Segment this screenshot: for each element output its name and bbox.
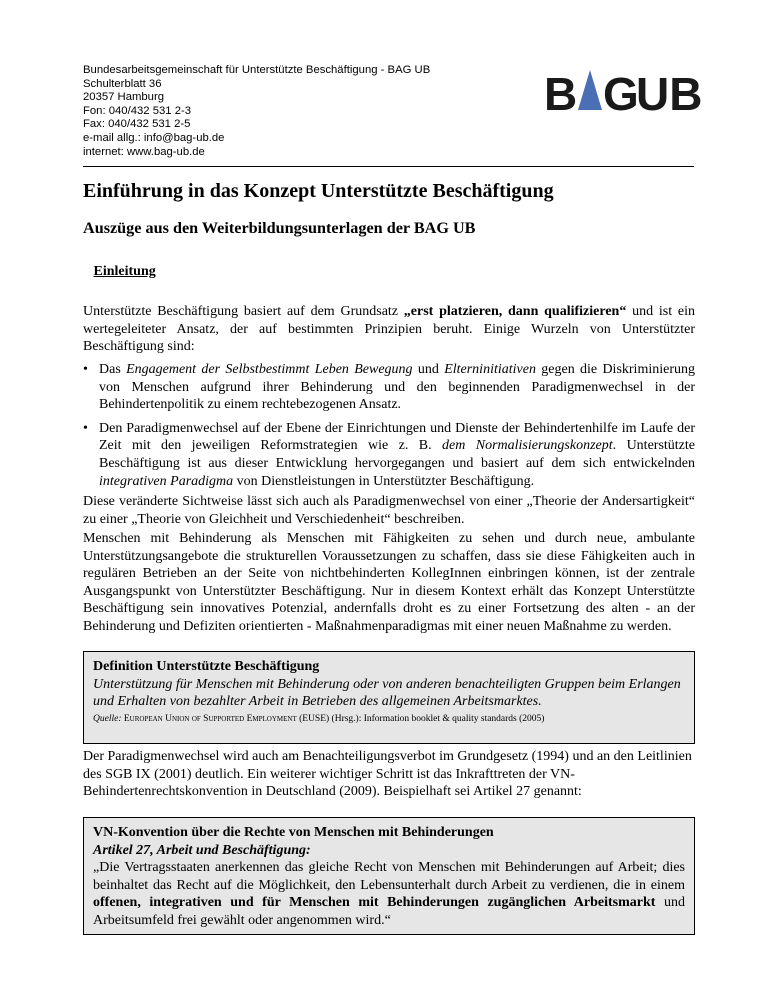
source-rest: (EUSE) (Hrsg.): Information booklet & quality standards (2005) [296,713,545,724]
bullet-icon: • [83,420,88,436]
convention-quote-bold: offenen, integrativen und für Menschen mit Behinderungen zugänglichen Arbeitsmarkt [93,895,656,911]
definition-box-text: Unterstützung für Menschen mit Behinderung oder von anderen benachteiligten Gruppen beim Erlangen und Erhalten von bezahlter Arbeit in Betrieben des allgemeinen Arbeitsmarktes. [93,676,681,710]
bullet2-italic-2: integrativen Paradigma [99,473,234,489]
bag-ub-logo [544,66,703,120]
bullet2-text-1: Den Paradigmenwechsel auf der Ebene der Einrichtungen und Dienste der Behindertenhilfe im Laufe der Zeit mit den jeweiligen Reformstrategien wie z. B. [99,420,695,454]
legal-paragraph: Der Paradigmenwechsel wird auch am Benachteiligungsverbot im Grundgesetz (1994) und an den Leitlinien des SGB IX (2001) deutlich. Ein weiterer wichtiger Schritt ist das Inkrafttreten der VN-Behindertenrechtskonvention in Deutschland (2009). Beispielhaft sei Artikel 27 genannt: [83,749,692,800]
intro-paragraph [83,303,695,356]
convention-quote-text-2: und Arbeitsumfeld frei gewählt oder angenommen wird.“ [93,895,686,928]
list-item [83,361,695,414]
document-title: Einführung in das Konzept Unterstützte Beschäftigung [83,180,554,202]
bullet2-italic-1: dem Normalisierungskonzept [442,438,613,454]
bullet2-text-2: . Unterstützte Beschäftigung ist aus dieser Entwicklung hervorgegangen und basiert auf dem sich entwickelnden [99,438,695,471]
definition-box-source [93,712,685,726]
logo-letter-g: G [603,68,639,120]
roots-list [83,361,695,496]
convention-box [83,817,695,935]
org-name: Bundesarbeitsgemeinschaft für Unterstützte Beschäftigung - BAG UB [83,64,431,76]
header-divider [83,166,694,167]
bullet-icon: • [83,362,88,377]
convention-article: Artikel 27, Arbeit und Beschäftigung: [93,842,311,858]
org-street: Schulterblatt 36 [83,77,162,90]
bullet1-italic-2: Elterninitiativen [444,362,536,377]
logo-letter-b: B [544,68,578,120]
intro-text-1: Unterstützte Beschäftigung basiert auf dem Grundsatz [83,304,404,319]
org-city: 20357 Hamburg [83,91,165,104]
abilities-paragraph: Menschen mit Behinderung als Menschen mit Fähigkeiten zu sehen und durch neue, ambulante Unterstützungsangebote die strukturellen Voraussetzungen zu schaffen, dass sie diese Fähigkeiten auch in regulären Betrieben an der Seite von nichtbehinderten KollegInnen einbringen können, ist der zentrale Ausgangspunkt von Unterstützter Beschäftigung. Nur in diesem Kontext erhält das Konzept Unterstützte Beschäftigung sein innovatives Potenzial, andernfalls droht es zu einer Fortsetzung des alten - an der Behinderung und Defiziten orientierten - Maßnahmenparadigmas mit einer neuen Maßnahme zu werden. [83,531,695,634]
organization-contact-block [83,64,513,159]
paradigm-paragraph: Diese veränderte Sichtweise lässt sich auch als Paradigmenwechsel von einer „Theorie der Andersartigkeit“ zu einer „Theorie von Gleichheit und Verschiedenheit“ beschreiben. [83,494,695,527]
org-fax: Fax: 040/432 531 2-5 [83,118,191,131]
source-org: European Union of Supported Employment [123,713,297,724]
list-item [83,420,695,490]
definition-box-title: Definition Unterstützte Beschäftigung [93,659,320,674]
intro-text-2: und ist ein wertegeleiteter Ansatz, der auf bestimmten Prinzipien beruht. Einige Wurzeln von Unterstützter Beschäftigung sind: [83,304,695,355]
org-website: internet: www.bag-ub.de [83,145,205,158]
bullet2-text-3: von Dienstleistungen in Unterstützter Beschäftigung. [233,473,535,489]
source-label: Quelle: [93,713,122,724]
convention-quote-text-1: „Die Vertragsstaaten anerkennen das gleiche Recht von Menschen mit Behinderungen auf Arbeit; dies beinhaltet das Recht auf die Möglichkeit, den Lebensunterhalt durch Arbeit zu verdienen, die in einem [93,860,685,893]
section-heading-text: Einleitung [93,264,156,279]
bullet1-text-1: Das [99,362,127,377]
convention-quote [93,859,685,929]
logo-text-ub: UB [636,68,703,120]
document-subtitle: Auszüge aus den Weiterbildungsunterlagen der BAG UB [83,219,476,237]
intro-principle: „erst platzieren, dann qualifizieren“ [403,304,627,319]
section-heading [83,264,156,280]
bullet1-text-3: gegen die Diskriminierung von Menschen aufgrund ihrer Behinderung und den beginnenden Paradigmenwechsel in der Behindertenpolitik zu einem rechtebezogenen Ansatz. [99,362,695,413]
org-phone: Fon: 040/432 531 2-3 [83,104,192,117]
bullet1-italic-1: Engagement der Selbstbestimmt Leben Bewegung [126,362,413,377]
convention-box-title: VN-Konvention über die Rechte von Menschen mit Behinderungen [93,825,494,840]
org-email: e-mail allg.: info@bag-ub.de [83,131,225,144]
definition-box [83,651,695,744]
bullet1-text-2: und [412,362,445,377]
logo-triangle-icon [578,70,602,110]
